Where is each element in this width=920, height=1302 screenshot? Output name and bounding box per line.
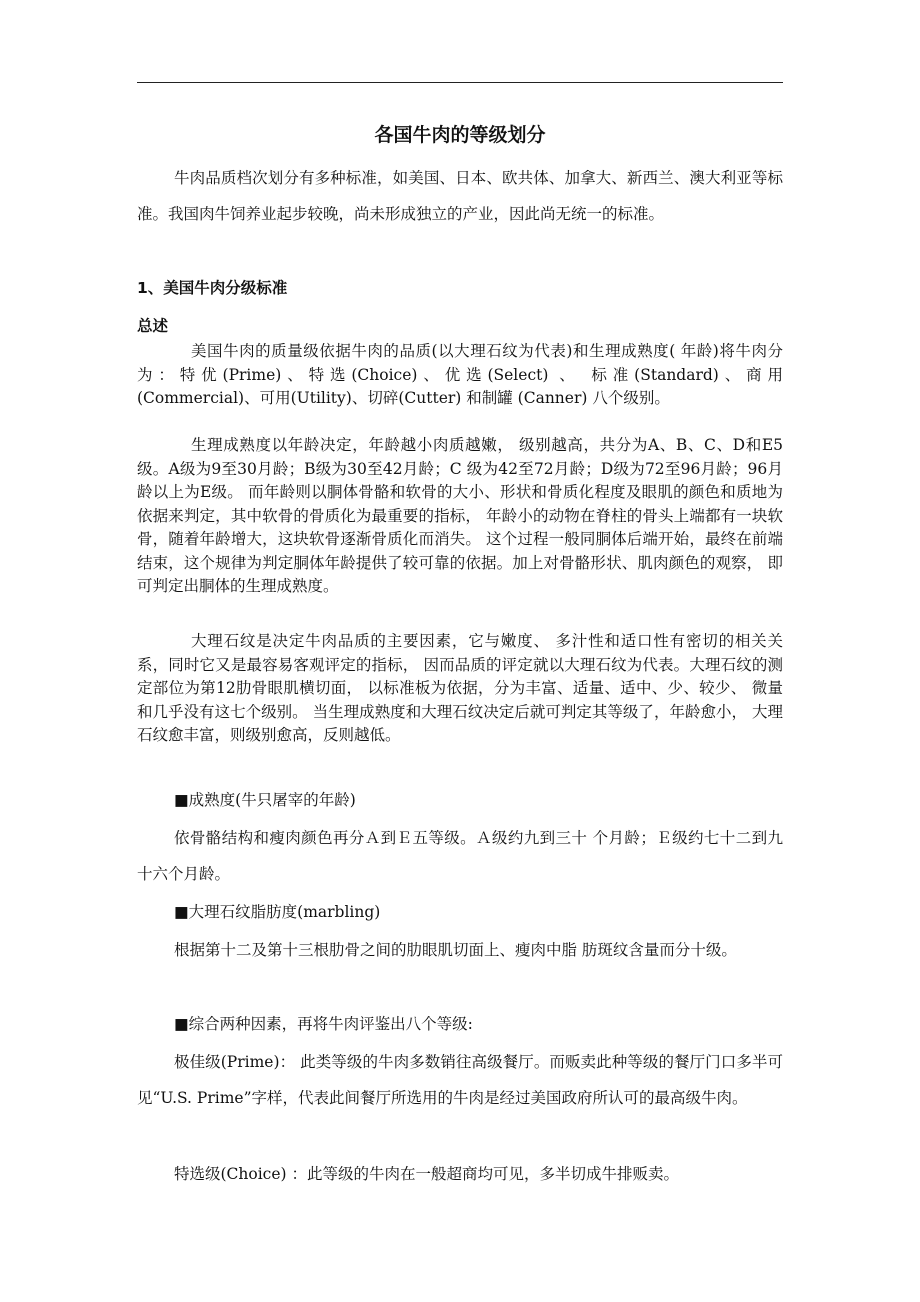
bullet-maturity: ■成熟度(牛只屠宰的年龄) <box>174 791 356 809</box>
intro-paragraph: 牛肉品质档次划分有多种标准，如美国、日本、欧共体、加拿大、新西兰、澳大利亚等标准。我国肉牛饲养业起步较晚，尚未形成独立的产业，因此尚无统一的标准。 <box>137 169 783 223</box>
marbling-text: 根据第十二及第十三根肋骨之间的肋眼肌切面上、瘦肉中脂 肪斑纹含量而分十级。 <box>174 941 737 959</box>
prime-text: 极佳级(Prime)： 此类等级的牛肉多数销往高级餐厅。而贩卖此种等级的餐厅门口多半可见“U.S. Prime”字样，代表此间餐厅所选用的牛肉是经过美国政府所认可的最高级牛肉。 <box>137 1053 783 1107</box>
overview-paragraph-2: 生理成熟度以年龄决定，年龄越小肉质越嫩， 级别越高，共分为A、B、C、D和E5级。A级为9至30月龄；B级为30至42月龄；C 级为42至72月龄；D级为72至96月龄；96月龄以上为E级。 而年龄则以胴体骨骼和软骨的大小、形状和骨质化程度及眼肌的颜色和质地为依据来判定，其中软骨的骨质化为最重要的指标， 年龄小的动物在脊柱的骨头上端都有一块软骨，随着年龄增大，这块软骨逐渐骨质化而消失。 这个过程一般同胴体后端开始，最终在前端结束，这个规律为判定胴体年龄提供了较可靠的依据。加上对骨骼形状、肌肉颜色的观察， 即可判定出胴体的生理成熟度。 <box>137 436 783 595</box>
bullet-grades: ■综合两种因素，再将牛肉评鉴出八个等级: <box>174 1015 473 1033</box>
overview-paragraph-1: 美国牛肉的质量级依据牛肉的品质(以大理石纹为代表)和生理成熟度( 年龄)将牛肉分为：特优(Prime)、特选(Choice)、优选(Select) 、 标准(Standard)、商用(Commercial)、可用(Utility)、切碎(Cutter) 和制罐 (Canner) 八个级别。 <box>137 342 783 407</box>
choice-text: 特选级(Choice) ：此等级的牛肉在一般超商均可见，多半切成牛排贩卖。 <box>174 1165 680 1183</box>
header-rule <box>137 82 783 83</box>
maturity-text: 依骨骼结构和瘦肉颜色再分Ａ到Ｅ五等级。Ａ级约九到三十 个月龄；Ｅ级约七十二到九十六个月龄。 <box>137 829 783 883</box>
subsection-heading: 总述 <box>137 317 169 335</box>
bullet-marbling: ■大理石纹脂肪度(marbling) <box>174 903 381 921</box>
page-title: 各国牛肉的等级划分 <box>374 124 546 146</box>
overview-paragraph-3: 大理石纹是决定牛肉品质的主要因素，它与嫩度、 多汁性和适口性有密切的相关关系，同时它又是最容易客观评定的指标， 因而品质的评定就以大理石纹为代表。大理石纹的测定部位为第12肋骨眼肌横切面， 以标准板为依据，分为丰富、适量、适中、少、较少、 微量和几乎没有这七个级别。 当生理成熟度和大理石纹决定后就可判定其等级了，年龄愈小， 大理石纹愈丰富，则级别愈高，反则越低。 <box>137 632 783 744</box>
section-heading: 1、美国牛肉分级标准 <box>137 279 288 297</box>
